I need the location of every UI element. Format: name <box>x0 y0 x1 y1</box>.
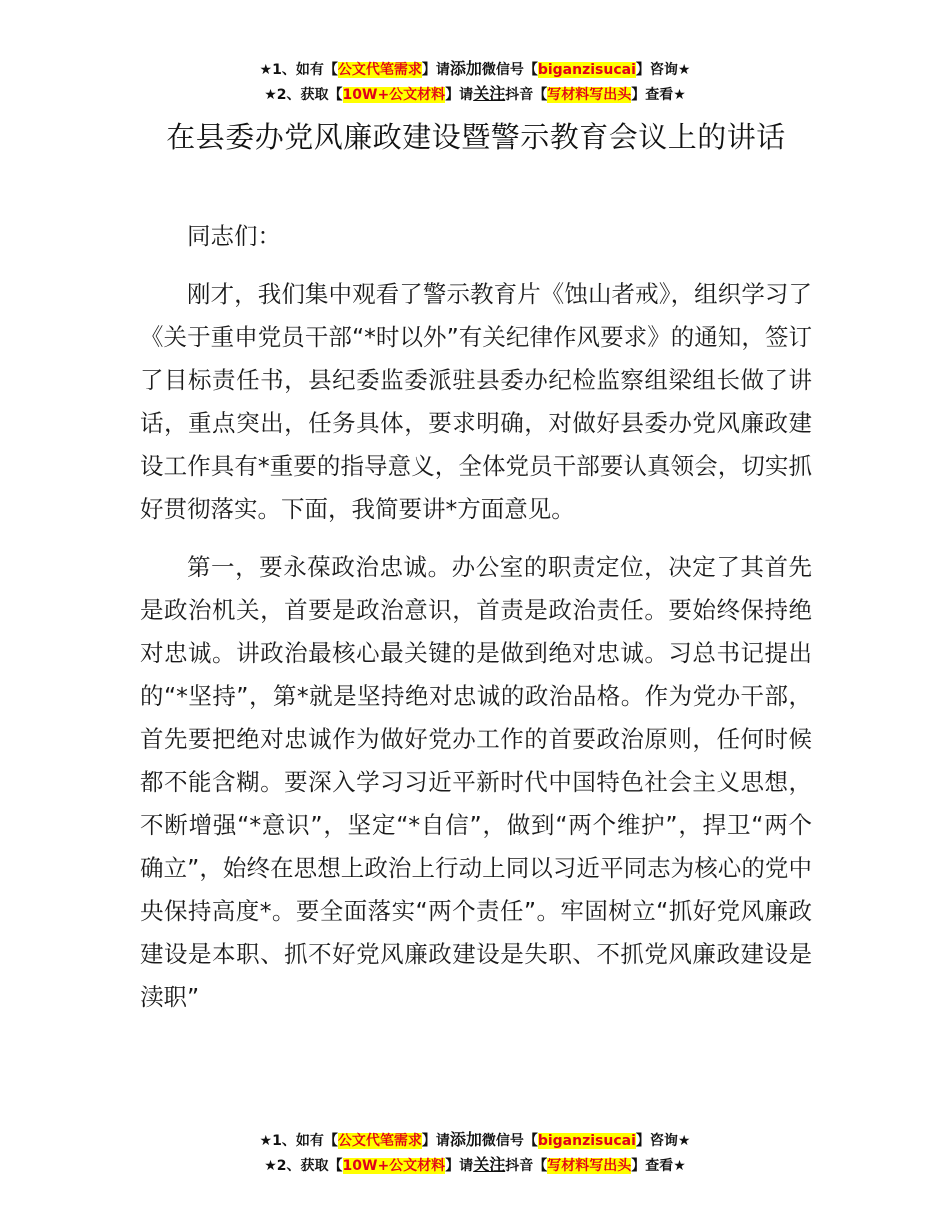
banner-text: 】请 <box>421 62 450 78</box>
banner-text: 微信号【 <box>481 1133 538 1149</box>
banner-highlight: 写材料写出头 <box>547 87 632 103</box>
banner-text: 】咨询★ <box>635 62 691 78</box>
banner-highlight: biganzisucai <box>537 1133 636 1149</box>
header-banner <box>0 57 950 107</box>
banner-text: 】咨询★ <box>635 1133 691 1149</box>
banner-text: ★1、如有【 <box>259 1133 338 1149</box>
banner-text: ★2、获取【 <box>264 1158 343 1174</box>
banner-line-1 <box>0 57 950 82</box>
banner-text: ★2、获取【 <box>264 87 343 103</box>
banner-line-2 <box>0 1153 950 1178</box>
footer-banner <box>0 1128 950 1178</box>
banner-text: 】查看★ <box>631 1158 686 1174</box>
banner-text: 】查看★ <box>631 87 686 103</box>
document-body <box>140 215 812 1034</box>
banner-text: ★1、如有【 <box>259 62 338 78</box>
banner-emphasis: 关注 <box>473 84 506 103</box>
document-title: 在县委办党风廉政建设暨警示教育会议上的讲话 <box>166 120 786 154</box>
banner-line-2 <box>0 82 950 107</box>
banner-text: 抖音【 <box>505 87 548 103</box>
greeting: 同志们： <box>187 222 281 250</box>
banner-highlight: 10W+公文材料 <box>342 1158 446 1174</box>
banner-highlight: 写材料写出头 <box>547 1158 632 1174</box>
banner-emphasis: 关注 <box>473 1155 506 1174</box>
banner-emphasis: 添加 <box>449 1130 482 1149</box>
paragraph: 刚才，我们集中观看了警示教育片《蚀山者戒》，组织学习了《关于重申党员干部“*时以外”有关纪律作风要求》的通知，签订了目标责任书，县纪委监委派驻县委办纪检监察组梁组长做了讲话，重点突出，任务具体，要求明确，对做好县委办党风廉政建设工作具有*重要的指导意义，全体党员干部要认真领会，切实抓好贯彻落实。下面，我简要讲*方面意见。 <box>140 280 812 523</box>
banner-text: 】请 <box>445 1158 474 1174</box>
banner-highlight: biganzisucai <box>537 62 636 78</box>
banner-text: 】请 <box>421 1133 450 1149</box>
banner-line-1 <box>0 1128 950 1153</box>
banner-highlight: 公文代笔需求 <box>337 1133 422 1149</box>
banner-text: 抖音【 <box>505 1158 548 1174</box>
banner-text: 微信号【 <box>481 62 538 78</box>
banner-emphasis: 添加 <box>449 59 482 78</box>
banner-highlight: 公文代笔需求 <box>337 62 422 78</box>
banner-highlight: 10W+公文材料 <box>342 87 446 103</box>
paragraph: 第一，要永葆政治忠诚。办公室的职责定位，决定了其首先是政治机关，首要是政治意识，首责是政治责任。要始终保持绝对忠诚。讲政治最核心最关键的是做到绝对忠诚。习总书记提出的“*坚持”，第*就是坚持绝对忠诚的政治品格。作为党办干部，首先要把绝对忠诚作为做好党办工作的首要政治原则，任何时候都不能含糊。要深入学习习近平新时代中国特色社会主义思想，不断增强“*意识”，坚定“*自信”，做到“两个维护”，捍卫“两个确立”，始终在思想上政治上行动上同以习近平同志为核心的党中央保持高度*。要全面落实“两个责任”。牢固树立“抓好党风廉政建设是本职、抓不好党风廉政建设是失职、不抓党风廉政建设是渎职” <box>140 553 812 1011</box>
banner-text: 】请 <box>445 87 474 103</box>
